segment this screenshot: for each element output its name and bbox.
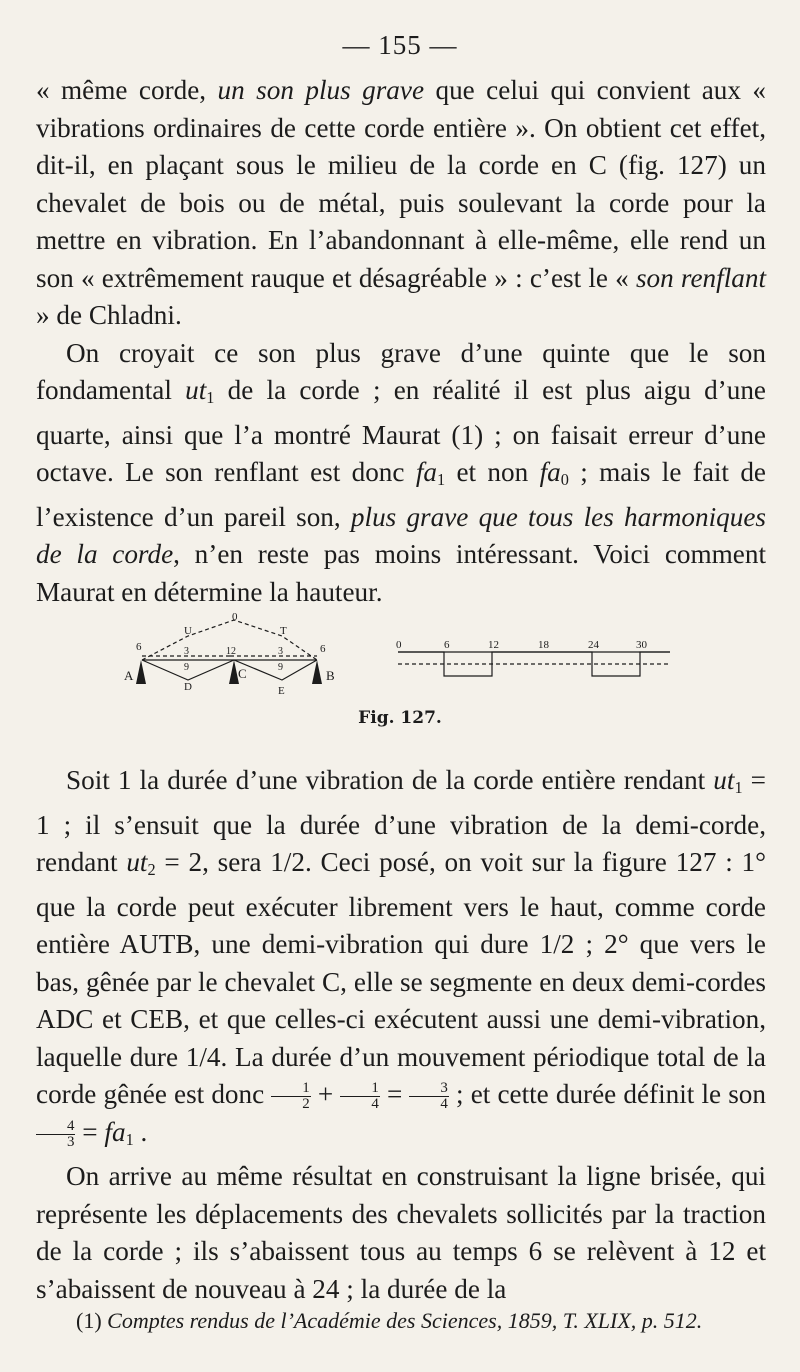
label-A: A [124,668,134,683]
bridge-B-icon [312,660,322,684]
tick-label: 6 [444,639,450,651]
label-right-6: 6 [320,643,326,655]
fraction-four-thirds: $\frac{4}{3}$ [36,1119,75,1150]
tick-label: 12 [488,639,499,651]
label-left-6: 6 [136,641,142,653]
page-number: — 155 — [342,30,458,60]
paragraph-1: « même corde, un son plus grave que celui qui convient aux « vibrations ordinaires de cette corde entière ». On obtient cet effet, dit-il, en plaçant sous le milieu de la corde en C (fig. 127) un chevalet de bois ou de métal, puis soulevant la corde pour la mettre en vibration. En l’abandonnant à elle-même, elle rend un son « extrêmement rauque et désagréable » : c’est le « son renflant » de Chladni. [36,75,766,330]
label-right-9: 9 [278,662,283,673]
label-B: B [326,668,335,683]
fraction-quarter: $\frac{1}{4}$ [340,1081,379,1112]
tick-label: 0 [396,639,402,651]
label-C: C [238,666,247,681]
bridge-icons [136,660,322,684]
label-12: 12 [226,646,236,657]
paragraph-3: Soit 1 la durée d’une vibration de la corde entière rendant $ut_1 = 1$ ; il s’ensuit que la durée d’une vibration de la demi-corde, rendant $ut_2 = 2$, sera 1/2. Ceci posé, on voit sur la figure 127 : 1° que la corde peut exécuter librement vers le haut, comme corde entière AUTB, une demi-vibration qui dure 1/2 ; 2° que vers le bas, gênée par le chevalet C, elle se segmente en deux demi-cordes ADC et CEB, et que celles-ci exécutent aussi une demi-vibration, laquelle dure 1/4. La durée d’un mouvement périodique total de la corde gênée est donc $\frac{1}{2}$ + $\frac{1}{4}$ = $\frac{3}{4}$ ; et cette durée définit le son $\frac{4}{3}$ = $fa_1$ . [36,765,767,1150]
label-T: T [280,625,287,637]
wave-ticks [396,639,648,651]
tick-label: 18 [538,639,549,651]
tick-label: 30 [636,639,647,651]
figure-caption: Fig. 127. [358,708,442,728]
figure-127 [110,612,690,722]
fraction-three-quarters: $\frac{3}{4}$ [409,1081,448,1112]
label-D: D [184,681,192,693]
text-block-bottom [36,762,766,1308]
footnote: (1) Comptes rendus de l’Académie des Sciences, 1859, T. XLIX, p. 512. [76,1308,703,1333]
tick-label: 24 [588,639,599,651]
label-U: U [184,625,192,637]
text-block-top [36,72,766,611]
lower-segments-ADC-CEB [142,660,317,680]
label-left-9: 9 [184,662,189,673]
paragraph-2: On croyait ce son plus grave d’une quinte que le son fondamental $ut_1$ de la corde ; en réalité il est plus aigu d’une quarte, ainsi que l’a montré Maurat (1) ; on faisait erreur d’une octave. Le son renflant est donc $fa_1$ et non $fa_0$ ; mais le fait de l’existence d’un pareil son, plus grave que tous les harmoniques de la corde, n’en reste pas moins intéressant. Voici comment Maurat en détermine la hauteur. [36,337,766,607]
fraction-half: $\frac{1}{2}$ [271,1081,310,1112]
label-left-3: 3 [184,646,189,657]
label-right-3: 3 [278,646,283,657]
string-diagram [110,612,690,712]
paragraph-4: On arrive au même résultat en construisant la ligne brisée, qui représente les déplacements des chevalets sollicités par la traction de la corde ; ils s’abaissent tous au temps 6 se relèvent à 12 et s’abaissent de nouveau à 24 ; la durée de la [36,1161,766,1304]
label-top-0: 0 [232,612,238,623]
label-E: E [278,685,285,697]
bridge-A-icon [136,660,146,684]
